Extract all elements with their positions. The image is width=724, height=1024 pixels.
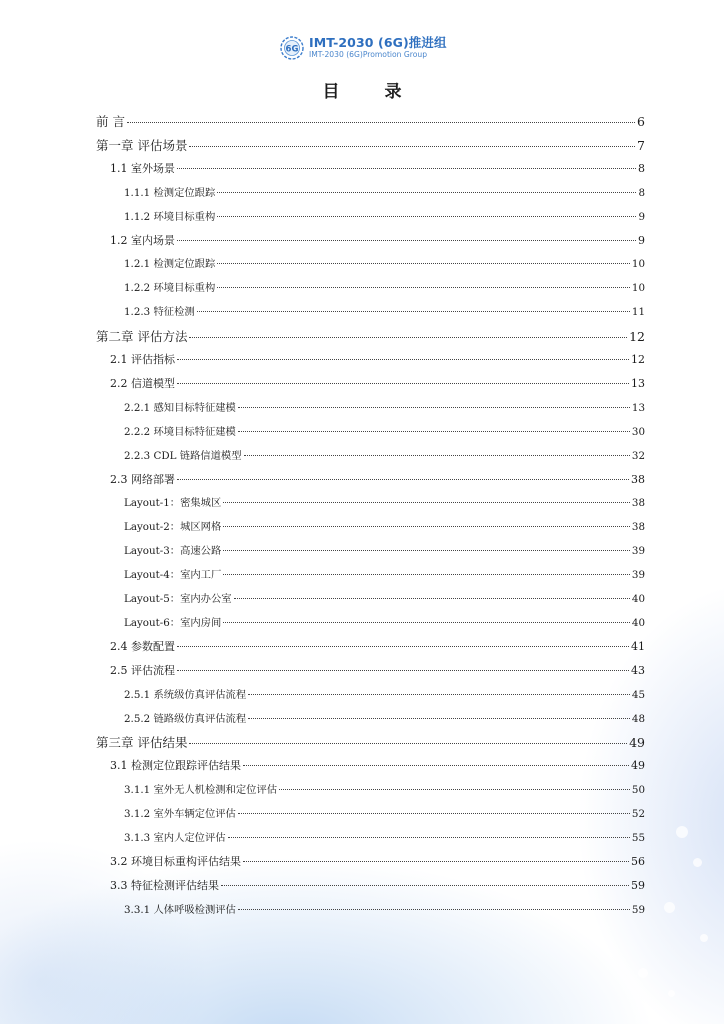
toc-dot-leader (244, 455, 630, 456)
toc-entry-label: 2.1 评估指标 (110, 353, 175, 366)
toc-dot-leader (279, 789, 630, 790)
toc-entry[interactable] (124, 829, 645, 844)
toc-dot-leader (228, 837, 630, 838)
toc-entry-page-number: 10 (631, 258, 645, 271)
toc-entry[interactable] (124, 542, 645, 557)
toc-entry-label: 2.2 信道模型 (110, 376, 175, 390)
toc-entry[interactable] (110, 351, 645, 367)
toc-entry[interactable] (124, 447, 645, 462)
toc-entry[interactable] (96, 733, 645, 751)
toc-entry-page-number: 48 (631, 712, 645, 725)
toc-entry-label: 1.1.2 环境目标重构 (124, 210, 216, 223)
toc-entry-page-number: 32 (631, 449, 645, 462)
toc-entry-page-number: 59 (631, 878, 645, 892)
background-dot (693, 858, 702, 867)
toc-dot-leader (217, 263, 630, 264)
toc-entry-page-number: 40 (631, 616, 645, 629)
toc-entry[interactable] (110, 853, 645, 869)
background-dot (668, 990, 675, 997)
toc-dot-leader (248, 694, 630, 695)
toc-entry-label: 1.1 室外场景 (110, 161, 175, 175)
toc-entry-label: Layout-5：室内办公室 (124, 593, 232, 605)
toc-entry-label: 1.2 室内场景 (110, 233, 175, 247)
toc-entry[interactable] (110, 662, 645, 678)
toc-entry-label: 2.3 网络部署 (110, 472, 175, 486)
toc-dot-leader (243, 765, 629, 766)
toc-entry-label: 3.3.1 人体呼吸检测评估 (124, 903, 236, 916)
toc-entry-label: Layout-4：室内工厂 (124, 569, 222, 582)
toc-dot-leader (223, 550, 630, 551)
toc-entry-page-number: 13 (631, 401, 645, 414)
toc-dot-leader (189, 743, 627, 744)
toc-entry-page-number: 40 (631, 593, 645, 605)
toc-dot-leader (177, 646, 629, 647)
toc-entry[interactable] (124, 901, 645, 916)
toc-entry[interactable] (110, 638, 645, 654)
background-dot (638, 968, 648, 978)
toc-entry[interactable] (124, 686, 645, 701)
toc-entry-page-number: 8 (638, 186, 645, 199)
toc-entry-page-number: 10 (631, 282, 645, 295)
toc-entry-label: 2.5.1 系统级仿真评估流程 (124, 688, 247, 701)
toc-dot-leader (177, 383, 629, 384)
toc-entry-page-number: 49 (631, 759, 645, 773)
toc-entry-label: 1.2.3 特征检测 (124, 306, 195, 319)
toc-entry-page-number: 41 (631, 639, 645, 653)
toc-entry[interactable] (124, 208, 645, 223)
toc-dot-leader (238, 407, 630, 408)
toc-entry-page-number: 9 (638, 233, 645, 247)
toc-entry[interactable] (110, 877, 645, 893)
toc-entry-page-number: 38 (631, 521, 645, 534)
toc-dot-leader (223, 526, 630, 527)
toc-entry-page-number: 11 (631, 306, 645, 319)
toc-dot-leader (217, 216, 636, 217)
toc-entry-label: 第二章 评估方法 (96, 329, 188, 345)
toc-entry[interactable] (96, 112, 645, 130)
logo-sub-text: IMT-2030 (6G)Promotion Group (309, 50, 428, 60)
toc-entry-label: 2.2.2 环境目标特征建模 (124, 425, 236, 438)
toc-entry-page-number: 49 (629, 735, 645, 751)
toc-entry-page-number: 55 (631, 832, 645, 844)
toc-entry-label: 1.2.1 检测定位跟踪 (124, 258, 216, 271)
toc-dot-leader (221, 885, 629, 886)
toc-entry-label: 2.5 评估流程 (110, 663, 175, 677)
toc-entry-label: 3.1.3 室内人定位评估 (124, 832, 226, 844)
toc-dot-leader (223, 622, 630, 623)
toc-dot-leader (177, 670, 629, 671)
toc-entry-label: 1.2.2 环境目标重构 (124, 282, 216, 295)
toc-entry-label: 3.1.1 室外无人机检测和定位评估 (124, 784, 278, 797)
toc-entry-label: 3.2 环境目标重构评估结果 (110, 854, 241, 868)
toc-entry-label: 前 言 (96, 114, 125, 129)
toc-dot-leader (238, 813, 630, 814)
toc-entry-label: 第三章 评估结果 (96, 735, 188, 751)
toc-dot-leader (223, 574, 630, 575)
toc-entry-page-number: 50 (631, 784, 645, 797)
toc-entry[interactable] (124, 590, 645, 605)
toc-entry[interactable] (96, 136, 645, 154)
toc-entry[interactable] (124, 805, 645, 820)
toc-entry[interactable] (110, 757, 645, 773)
toc-dot-leader (189, 146, 635, 147)
toc-entry-label: 3.1 检测定位跟踪评估结果 (110, 759, 241, 773)
background-dot (676, 826, 688, 838)
toc-dot-leader (127, 122, 635, 123)
toc-dot-leader (177, 240, 636, 241)
toc-dot-leader (248, 718, 630, 719)
toc-entry-page-number: 9 (638, 210, 645, 223)
toc-entry-page-number: 12 (629, 329, 645, 345)
toc-entry[interactable] (110, 375, 645, 391)
toc-entry-page-number: 13 (631, 376, 645, 390)
toc-entry-label: Layout-2：城区网格 (124, 521, 222, 534)
page-title: 目 录 (322, 82, 416, 102)
toc-entry-page-number: 38 (631, 472, 645, 486)
toc-entry[interactable] (124, 279, 645, 294)
toc-entry-page-number: 39 (631, 545, 645, 558)
toc-entry-page-number: 38 (631, 497, 645, 510)
logo-main-text: IMT-2030 (6G)推进组 (309, 34, 447, 50)
toc-entry[interactable] (124, 614, 645, 629)
toc-entry-label: Layout-3：高速公路 (124, 545, 222, 558)
toc-entry[interactable] (124, 303, 645, 318)
svg-text:6G: 6G (285, 44, 299, 55)
toc-dot-leader (243, 861, 629, 862)
toc-entry-label: 2.2.1 感知目标特征建模 (124, 401, 236, 414)
toc-entry[interactable] (124, 494, 645, 509)
toc-entry-label: 2.4 参数配置 (110, 639, 175, 653)
6g-logo-icon (279, 35, 305, 61)
background-dot (664, 902, 675, 913)
toc-entry[interactable] (96, 327, 645, 345)
toc-dot-leader (238, 431, 630, 432)
toc-dot-leader (223, 502, 630, 503)
toc-entry[interactable] (124, 710, 645, 725)
toc-entry[interactable] (124, 184, 645, 199)
toc-entry-page-number: 45 (631, 688, 645, 701)
toc-entry-page-number: 52 (631, 808, 645, 821)
toc-dot-leader (177, 479, 629, 480)
toc-entry-page-number: 12 (631, 353, 645, 366)
toc-dot-leader (238, 909, 630, 910)
toc-dot-leader (177, 359, 629, 360)
toc-entry[interactable] (110, 471, 645, 487)
toc-dot-leader (234, 598, 630, 599)
background-dot (700, 934, 708, 942)
toc-entry-label: 第一章 评估场景 (96, 137, 188, 153)
toc-entry[interactable] (110, 232, 645, 248)
toc-entry-page-number: 8 (638, 161, 645, 175)
toc-entry-page-number: 39 (631, 569, 645, 582)
toc-entry[interactable] (124, 566, 645, 581)
toc-entry[interactable] (124, 255, 645, 270)
toc-entry-page-number: 30 (631, 425, 645, 438)
toc-entry-label: Layout-1：密集城区 (124, 497, 222, 510)
toc-entry-label: 3.3 特征检测评估结果 (110, 878, 219, 892)
toc-entry[interactable] (124, 399, 645, 414)
toc-dot-leader (217, 192, 636, 193)
toc-entry-page-number: 6 (637, 114, 645, 129)
toc-dot-leader (177, 168, 636, 169)
toc-entry-page-number: 43 (631, 663, 645, 677)
toc-entry[interactable] (110, 160, 645, 176)
toc-entry-label: 1.1.1 检测定位跟踪 (124, 186, 216, 199)
toc-entry-page-number: 7 (637, 137, 645, 153)
toc-entry[interactable] (124, 423, 645, 438)
toc-entry-label: 2.5.2 链路级仿真评估流程 (124, 712, 247, 725)
toc-entry[interactable] (124, 518, 645, 533)
toc-entry-page-number: 56 (631, 854, 645, 868)
toc-entry-label: 3.1.2 室外车辆定位评估 (124, 808, 236, 821)
toc-entry-label: Layout-6：室内房间 (124, 616, 222, 629)
toc-entry-label: 2.2.3 CDL 链路信道模型 (124, 449, 242, 462)
toc-dot-leader (189, 337, 627, 338)
toc-dot-leader (217, 287, 630, 288)
toc-entry[interactable] (124, 781, 645, 796)
toc-entry-page-number: 59 (631, 903, 645, 916)
header-logo (279, 33, 447, 63)
toc-dot-leader (197, 311, 630, 312)
